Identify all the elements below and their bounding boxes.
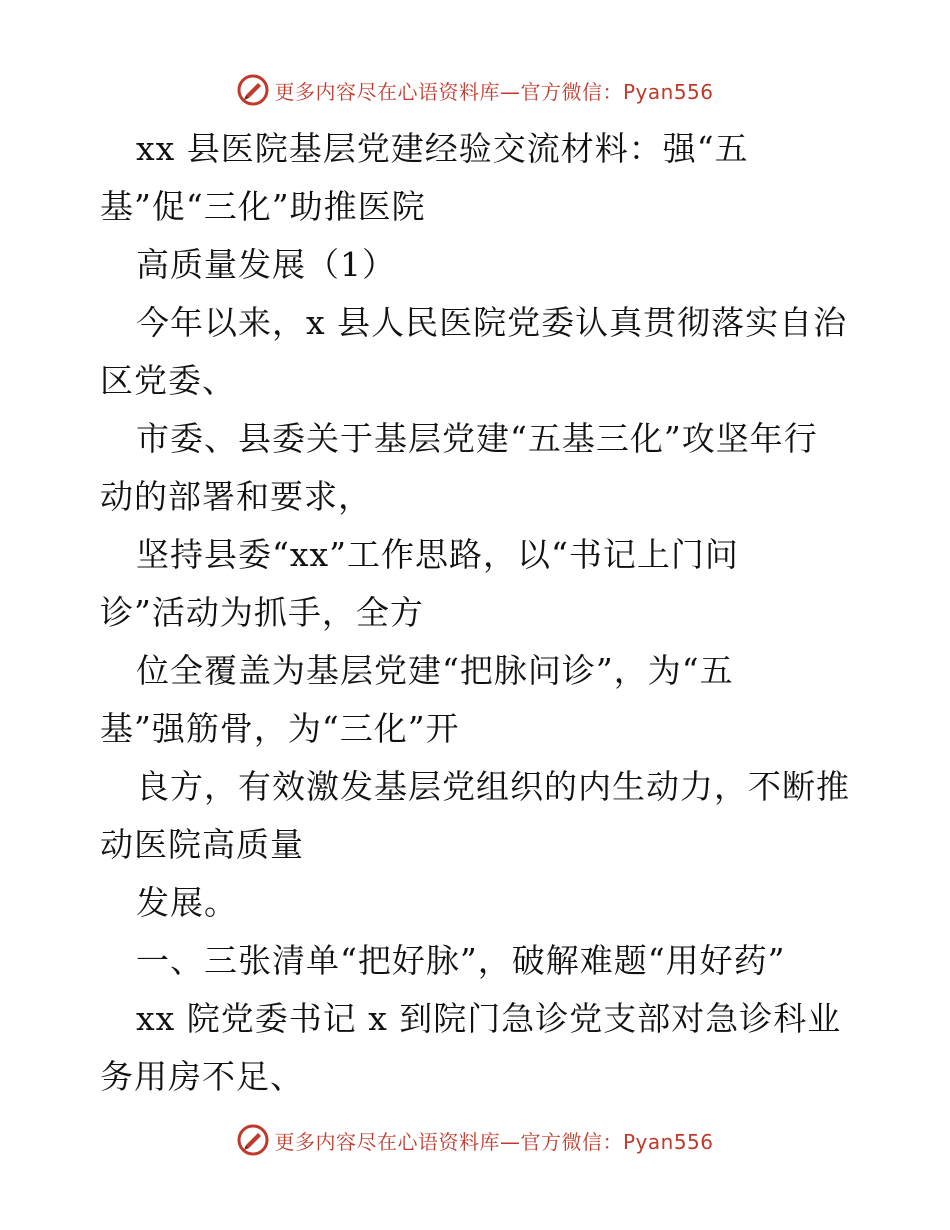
watermark-label: 更多内容尽在心语资料库—官方微信： bbox=[274, 79, 623, 104]
text-line: 基”强筋骨，为“三化”开 bbox=[100, 709, 460, 748]
text-line: 动医院高质量 bbox=[100, 825, 304, 864]
watermark-text bbox=[274, 1126, 713, 1155]
text-line: xx 县医院基层党建经验交流材料：强“五 bbox=[136, 129, 749, 168]
text-line: 发展。 bbox=[136, 883, 238, 922]
document-body bbox=[100, 120, 860, 1106]
watermark-handle: Pyan556 bbox=[622, 79, 714, 104]
watermark-banner-top bbox=[0, 70, 950, 110]
brand-logo-icon bbox=[236, 73, 270, 107]
text-line: 动的部署和要求， bbox=[100, 477, 372, 516]
brand-logo-icon bbox=[236, 1123, 270, 1157]
watermark-text bbox=[274, 76, 713, 105]
text-line: 高质量发展（1） bbox=[136, 245, 396, 284]
text-line: 坚持县委“xx”工作思路，以“书记上门问 bbox=[136, 535, 739, 574]
text-line: 市委、县委关于基层党建“五基三化”攻坚年行 bbox=[136, 419, 818, 458]
text-line: xx 院党委书记 x 到院门急诊党支部对急诊科业 bbox=[136, 999, 842, 1038]
text-line: 基”促“三化”助推医院 bbox=[100, 187, 426, 226]
text-line: 良方，有效激发基层党组织的内生动力，不断推 bbox=[136, 767, 850, 806]
text-line: 今年以来，x 县人民医院党委认真贯彻落实自治 bbox=[136, 303, 848, 342]
text-line: 区党委、 bbox=[100, 361, 236, 400]
watermark-label: 更多内容尽在心语资料库—官方微信： bbox=[274, 1129, 623, 1154]
watermark-banner-bottom bbox=[0, 1120, 950, 1160]
text-line: 务用房不足、 bbox=[100, 1057, 304, 1096]
text-line: 位全覆盖为基层党建“把脉问诊”，为“五 bbox=[136, 651, 734, 690]
text-line: 一、三张清单“把好脉”，破解难题“用好药” bbox=[136, 941, 786, 980]
text-line: 诊”活动为抓手，全方 bbox=[100, 593, 424, 632]
watermark-handle: Pyan556 bbox=[622, 1129, 714, 1154]
